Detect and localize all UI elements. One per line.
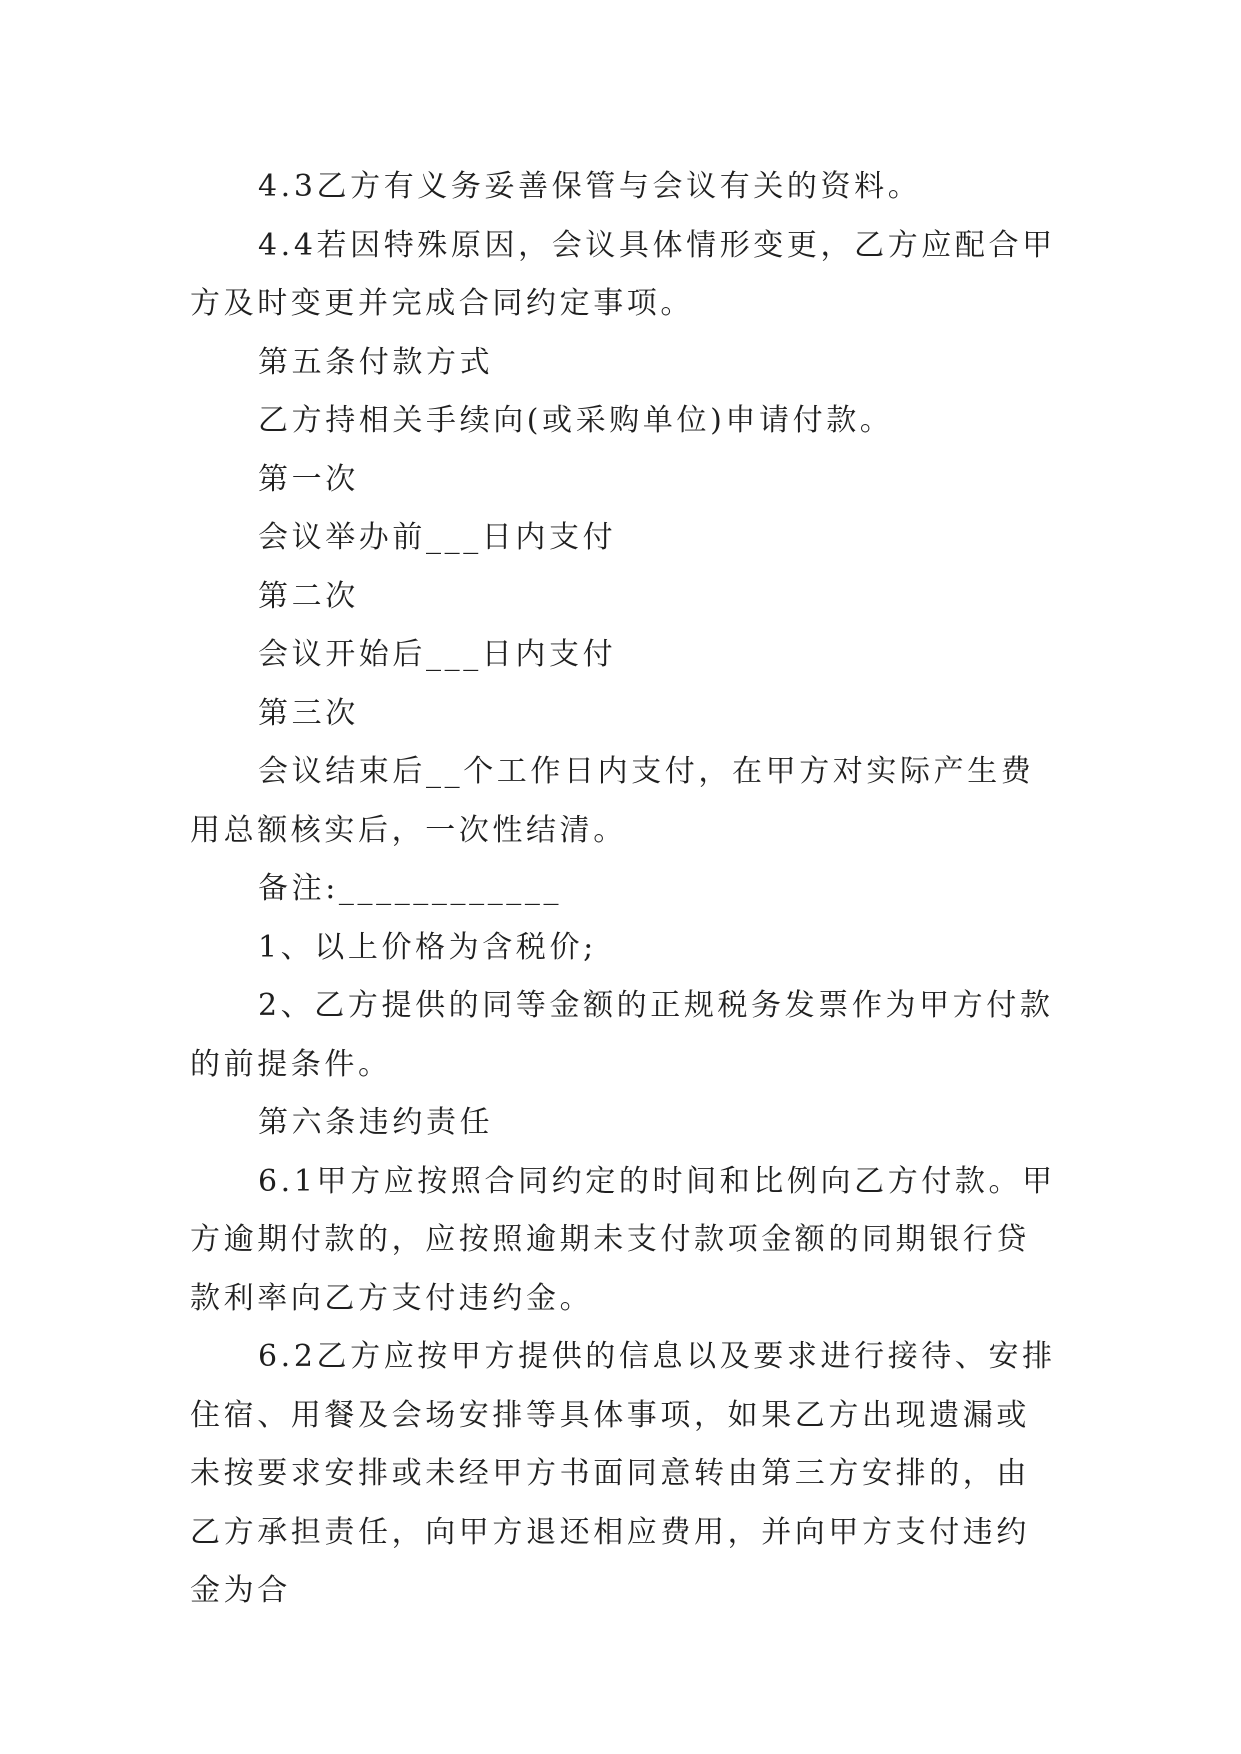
article-6-heading: 第六条违约责任 — [258, 1105, 494, 1140]
payment-request-text: 乙方持相关手续向(或采购单位)申请付款。 — [258, 403, 894, 438]
payment-first-text: 会议举办前___日内支付 — [258, 520, 617, 555]
remark-item-2: 2、乙方提供的同等金额的正规税务发票作为甲方付款的前提条件。 — [190, 988, 1054, 1082]
clause-4-3: 4.3乙方有义务妥善保管与会议有关的资料。 — [258, 169, 922, 204]
clause-6-2: 6.2乙方应按甲方提供的信息以及要求进行接待、安排住宿、用餐及会场安排等具体事项，如果乙方出现遗漏或未按要求安排或未经甲方书面同意转由第三方安排的，由乙方承担责任，向甲方退还相应费用，并向甲方支付违约金为合 — [190, 1339, 1056, 1608]
clause-6-1: 6.1甲方应按照合同约定的时间和比例向乙方付款。甲方逾期付款的，应按照逾期未支付款项金额的同期银行贷款利率向乙方支付违约金。 — [190, 1163, 1056, 1316]
remark-item-1: 1、以上价格为含税价; — [258, 929, 597, 965]
remarks-line: 备注:____________ — [258, 871, 563, 906]
payment-third-label: 第三次 — [258, 695, 359, 731]
clause-4-4: 4.4若因特殊原因，会议具体情形变更，乙方应配合甲方及时变更并完成合同约定事项。 — [190, 227, 1056, 321]
payment-first-label: 第一次 — [258, 461, 359, 497]
payment-second-label: 第二次 — [258, 578, 359, 614]
payment-third-text: 会议结束后__个工作日内支付，在甲方对实际产生费用总额核实后，一次性结清。 — [190, 754, 1035, 848]
document-body — [190, 158, 1060, 1621]
payment-second-text: 会议开始后___日内支付 — [258, 637, 617, 672]
article-5-heading: 第五条付款方式 — [258, 344, 494, 380]
